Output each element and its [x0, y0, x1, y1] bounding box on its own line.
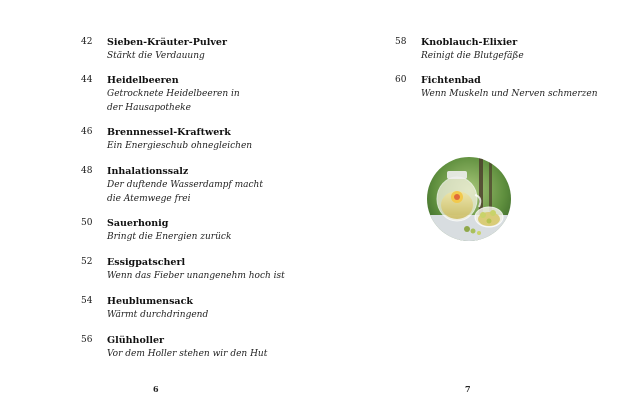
entry-subtitle: Stärkt die Verdauung — [107, 51, 205, 61]
entry-page-number: 50 — [81, 218, 93, 228]
tea-glass-photo-icon — [427, 157, 511, 241]
entry-title: Heidelbeeren — [107, 75, 179, 86]
toc-entry — [81, 126, 267, 153]
toc-entry — [81, 295, 267, 322]
entry-title: Essigpatscherl — [107, 257, 186, 268]
toc-entry — [81, 165, 277, 206]
entry-subtitle: Ein Energieschub ohnegleichen — [107, 141, 253, 151]
entry-title: Sauerhonig — [107, 218, 169, 229]
entry-title: Glühholler — [107, 335, 165, 346]
entry-subtitle: Wenn das Fieber unangenehm hoch ist — [107, 271, 285, 281]
entry-subtitle: Der duftende Wasserdampf macht die Atemwege frei — [107, 180, 263, 204]
entry-page-number: 46 — [81, 127, 93, 137]
entry-title: Brennnessel-Kraftwerk — [107, 127, 231, 138]
entry-title: Knoblauch-Elixier — [421, 37, 518, 48]
toc-entry — [81, 256, 297, 283]
entry-subtitle: Getrocknete Heidelbeeren in der Hausapotheke — [107, 89, 240, 113]
entry-title: Inhalationssalz — [107, 166, 189, 177]
toc-entry — [81, 334, 297, 361]
entry-title: Sieben-Kräuter-Pulver — [107, 37, 227, 48]
entry-page-number: 60 — [395, 75, 407, 85]
entry-subtitle: Bringt die Energien zurück — [107, 232, 232, 242]
tea-glass-photo — [427, 157, 511, 241]
entry-page-number: 42 — [81, 37, 93, 47]
entry-subtitle: Vor dem Holler stehen wir den Hut — [107, 349, 268, 359]
entry-subtitle: Wenn Muskeln und Nerven schmerzen — [421, 89, 598, 99]
entry-page-number: 52 — [81, 257, 93, 267]
entry-page-number: 56 — [81, 335, 93, 345]
entry-title: Heublumensack — [107, 296, 193, 307]
entry-title: Fichtenbad — [421, 75, 481, 86]
page-number-left: 6 — [153, 384, 159, 394]
page-number-right: 7 — [465, 384, 471, 394]
entry-page-number: 48 — [81, 166, 93, 176]
toc-entry — [395, 74, 611, 101]
entry-subtitle: Reinigt die Blutgefäße — [421, 51, 524, 61]
entry-page-number: 54 — [81, 296, 93, 306]
entry-page-number: 44 — [81, 75, 93, 85]
toc-entry — [81, 36, 267, 63]
toc-entry — [395, 36, 581, 63]
entry-page-number: 58 — [395, 37, 407, 47]
toc-entry — [81, 74, 257, 115]
entry-subtitle: Wärmt durchdringend — [107, 310, 209, 320]
toc-entry — [81, 217, 267, 244]
